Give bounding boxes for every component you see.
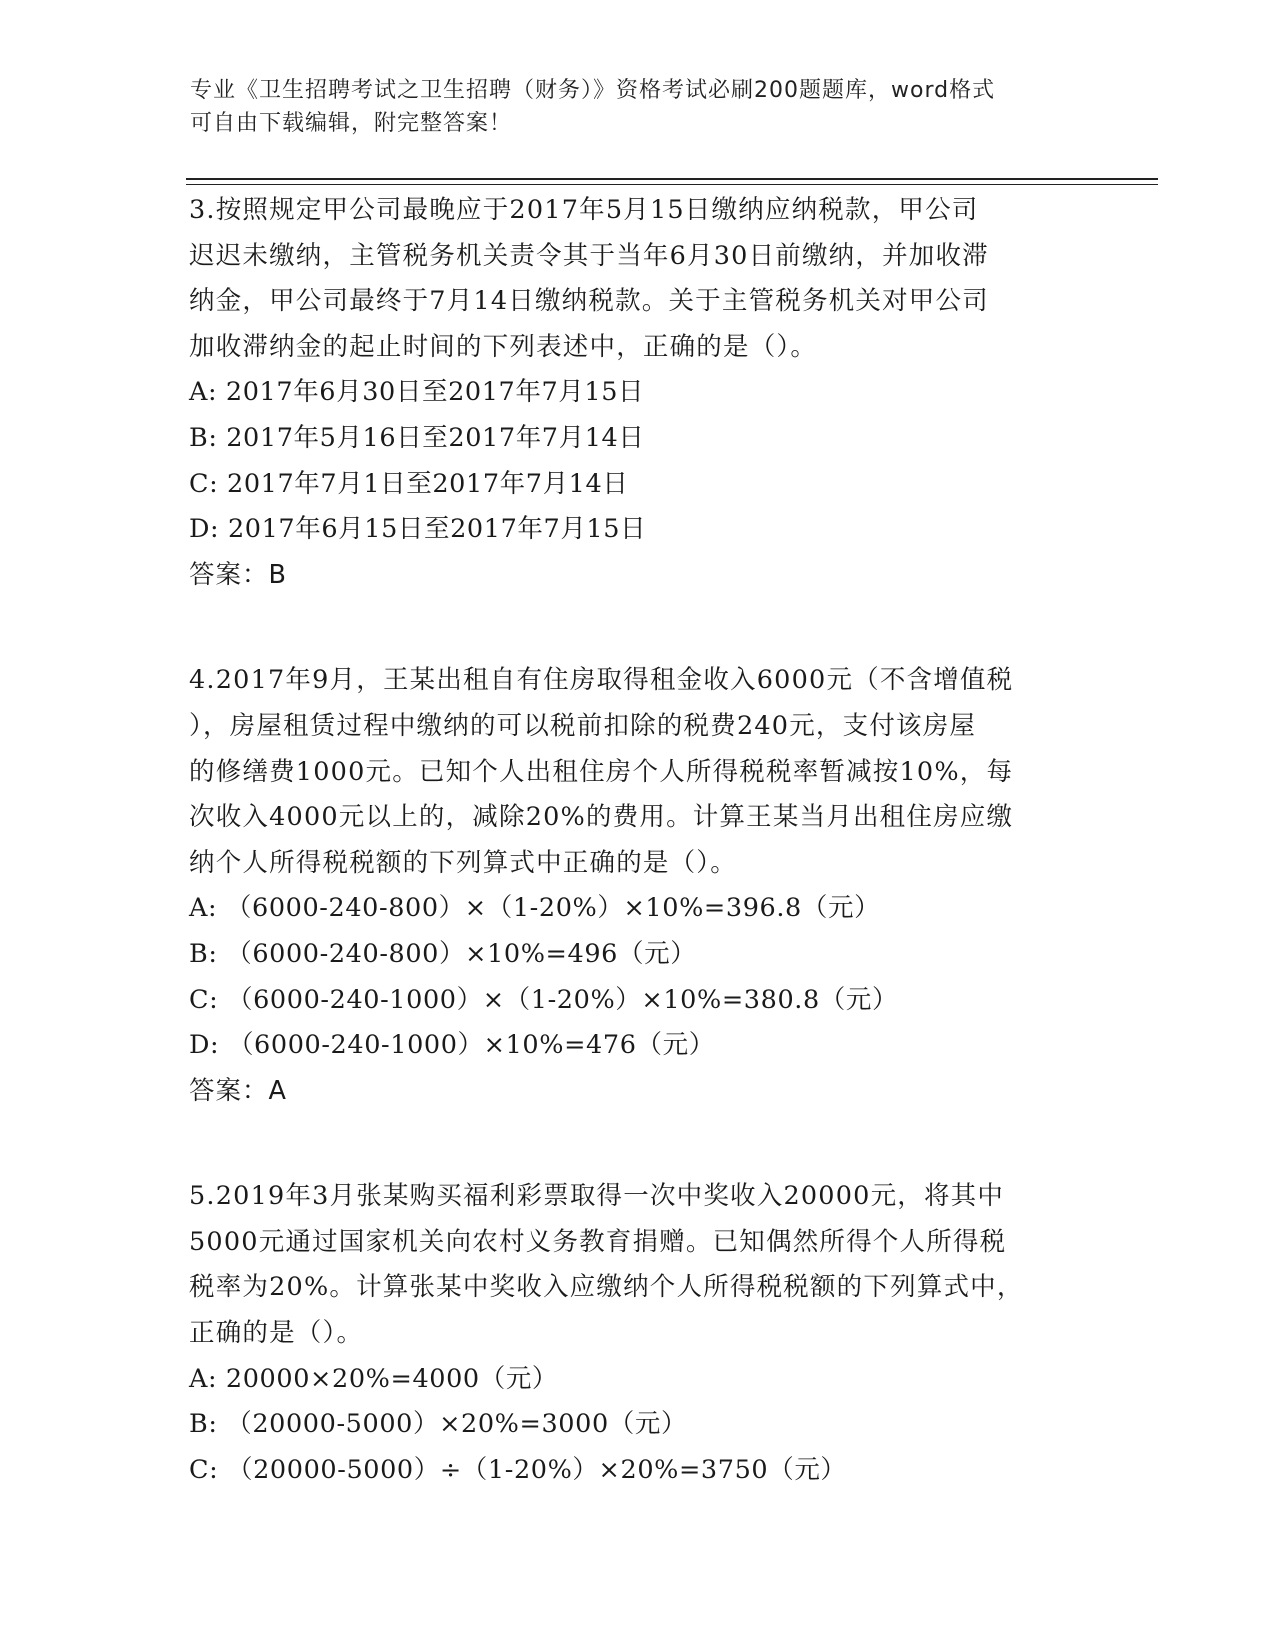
- document-header: [190, 74, 1090, 140]
- question-stem-line: 5000元通过国家机关向农村义务教育捐赠。已知偶然所得个人所得税: [189, 1226, 1007, 1257]
- option-d: D: 2017年6月15日至2017年7月15日: [189, 514, 647, 545]
- answer-label: 答案：B: [189, 559, 287, 590]
- option-b: B: （20000-5000）×20%=3000（元）: [189, 1409, 688, 1440]
- question-stem-line: 次收入4000元以上的，减除20%的费用。计算王某当月出租住房应缴: [189, 802, 1014, 833]
- option-a: A: （6000-240-800）×（1-20%）×10%=396.8（元）: [189, 893, 881, 924]
- option-c: C: 2017年7月1日至2017年7月14日: [189, 468, 629, 499]
- question-stem-line: 4.2017年9月，王某出租自有住房取得租金收入6000元（不含增值税: [189, 665, 1014, 696]
- question-4: [189, 658, 1089, 1114]
- question-stem-line: ），房屋租赁过程中缴纳的可以税前扣除的税费240元，支付该房屋: [189, 710, 977, 741]
- option-c: C: （20000-5000）÷（1-20%）×20%=3750（元）: [189, 1454, 847, 1485]
- question-3: [189, 188, 1089, 598]
- header-divider-thick: [186, 178, 1158, 180]
- option-d: D: （6000-240-1000）×10%=476（元）: [189, 1030, 715, 1061]
- question-stem-line: 纳金，甲公司最终于7月14日缴纳税款。关于主管税务机关对甲公司: [189, 286, 989, 317]
- question-stem-line: 的修缮费1000元。已知个人出租住房个人所得税税率暂减按10%，每: [189, 756, 1014, 787]
- question-list: [189, 188, 1089, 1553]
- option-a: A: 20000×20%=4000（元）: [189, 1363, 559, 1394]
- question-stem-line: 纳个人所得税税额的下列算式中正确的是（）。: [189, 847, 737, 878]
- header-divider-thin: [186, 184, 1158, 185]
- question-stem-line: 正确的是（）。: [189, 1318, 364, 1349]
- option-b: B: 2017年5月16日至2017年7月14日: [189, 422, 645, 453]
- question-stem-line: 3.按照规定甲公司最晚应于2017年5月15日缴纳应纳税款，甲公司: [189, 195, 979, 225]
- header-line-2: 可自由下载编辑，附完整答案！: [190, 111, 513, 136]
- option-a: A: 2017年6月30日至2017年7月15日: [189, 377, 645, 408]
- question-stem-line: 税率为20%。计算张某中奖收入应缴纳个人所得税税额的下列算式中，: [189, 1272, 1024, 1303]
- header-line-1: 专业《卫生招聘考试之卫生招聘（财务）》资格考试必刷200题题库，word格式: [190, 78, 996, 103]
- option-b: B: （6000-240-800）×10%=496（元）: [189, 938, 697, 969]
- answer-label: 答案：A: [189, 1075, 287, 1106]
- question-5: [189, 1174, 1089, 1493]
- question-stem-line: 加收滞纳金的起止时间的下列表述中，正确的是（）。: [189, 331, 818, 362]
- question-stem-line: 迟迟未缴纳，主管税务机关责令其于当年6月30日前缴纳，并加收滞: [189, 240, 989, 271]
- question-stem-line: 5.2019年3月张某购买福利彩票取得一次中奖收入20000元，将其中: [189, 1181, 1005, 1212]
- option-c: C: （6000-240-1000）×（1-20%）×10%=380.8（元）: [189, 984, 899, 1015]
